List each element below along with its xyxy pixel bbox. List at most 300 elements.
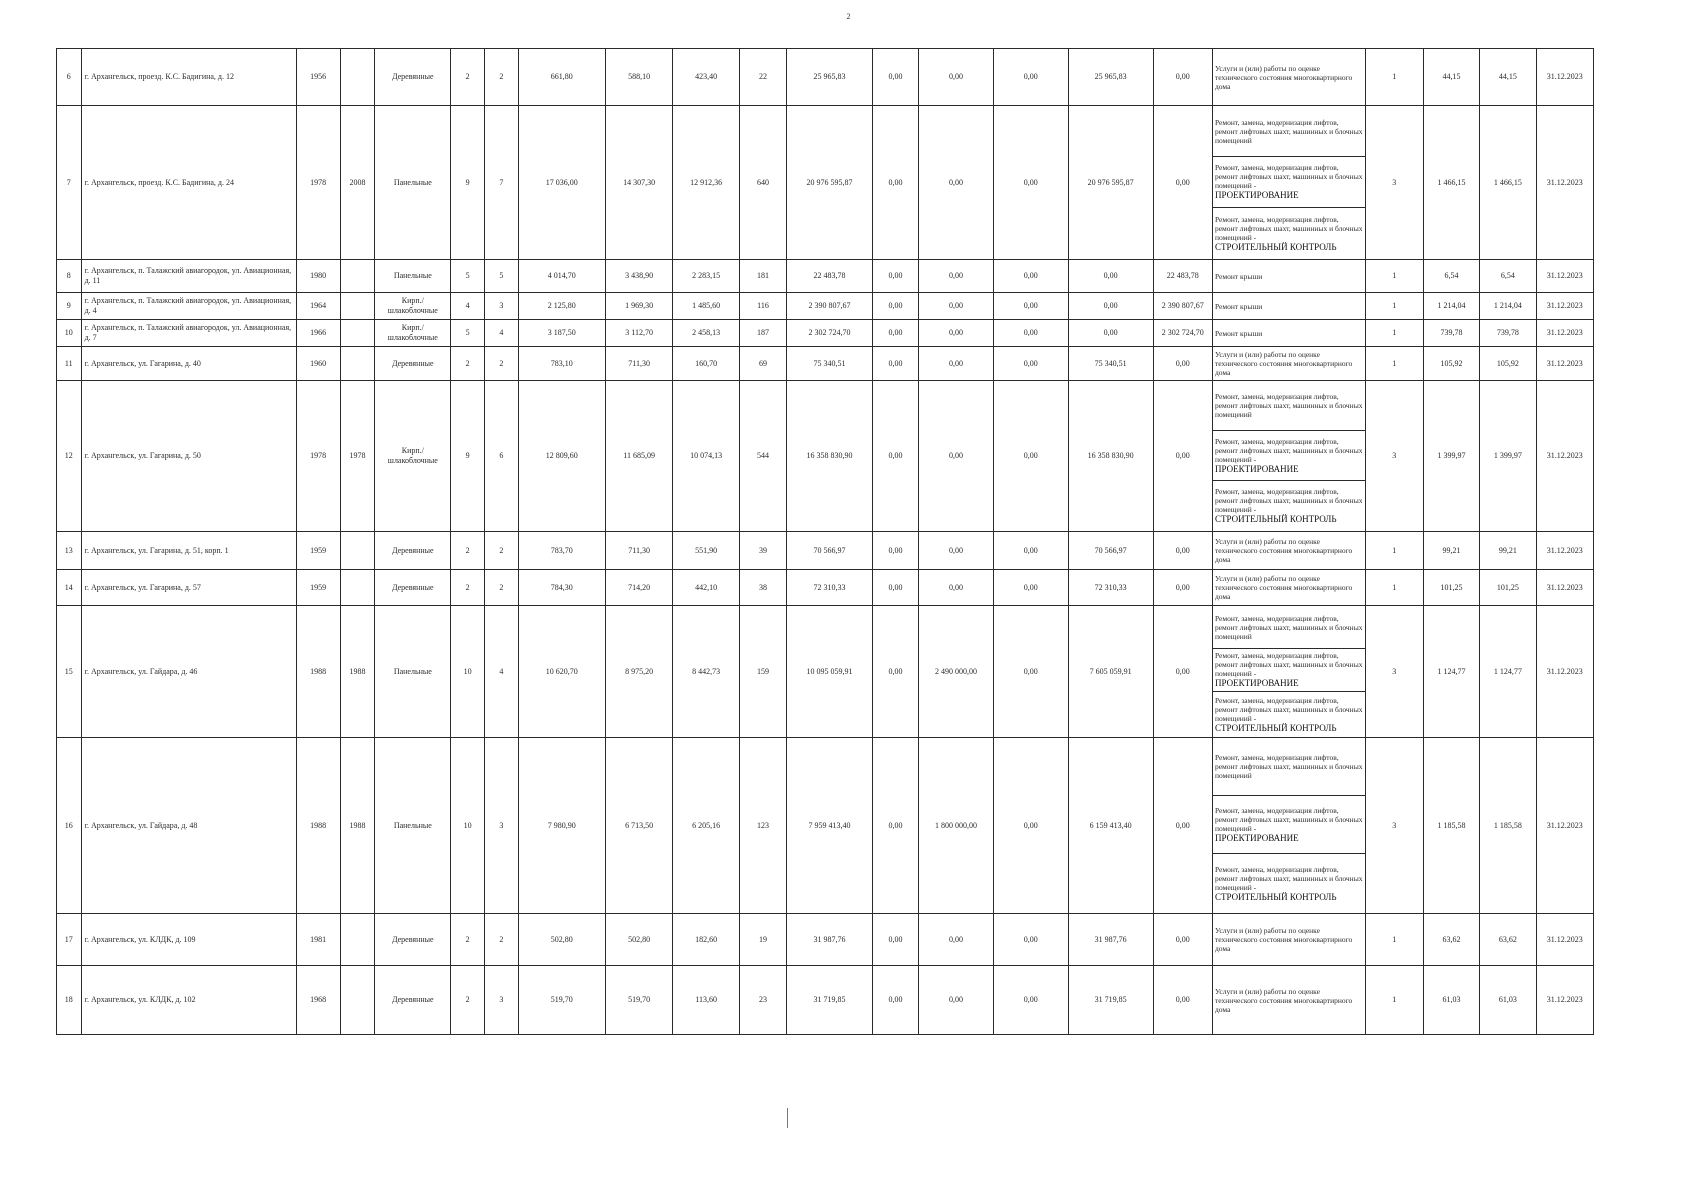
work-stage-label: СТРОИТЕЛЬНЫЙ КОНТРОЛЬ bbox=[1214, 241, 1337, 252]
work-type-part bbox=[1213, 157, 1365, 208]
row-number: 12 bbox=[57, 381, 82, 532]
year-renovation-cell: 2008 bbox=[340, 106, 375, 260]
max-unit-cost-cell: 101,25 bbox=[1480, 570, 1536, 606]
table-row bbox=[57, 49, 1594, 106]
unit-cost-cell: 1 466,15 bbox=[1423, 106, 1479, 260]
total-cost-cell: 10 095 059,91 bbox=[787, 606, 873, 738]
repair-program-table bbox=[56, 48, 1594, 1035]
work-type-text: Ремонт крыши bbox=[1214, 301, 1263, 311]
wall-material-cell: Деревянные bbox=[375, 49, 451, 106]
work-type-part bbox=[1213, 381, 1365, 431]
entrances-cell: 2 bbox=[484, 532, 518, 570]
municipal-funds-cell: 0,00 bbox=[993, 738, 1068, 914]
year-renovation-cell bbox=[340, 347, 375, 381]
total-cost-cell: 25 965,83 bbox=[787, 49, 873, 106]
table-row bbox=[57, 293, 1594, 320]
residents-cell: 22 bbox=[739, 49, 786, 106]
other-funds-cell: 0,00 bbox=[1153, 606, 1212, 738]
work-type-text: Услуги и (или) работы по оценке технического состояния многоквартирного дома bbox=[1214, 574, 1353, 601]
owned-area-cell: 10 074,13 bbox=[673, 381, 740, 532]
address-cell: г. Архангельск, ул. Гагарина, д. 57 bbox=[81, 570, 296, 606]
total-area-cell: 519,70 bbox=[518, 966, 605, 1035]
year-built-cell: 1988 bbox=[296, 738, 340, 914]
entrances-cell: 2 bbox=[484, 49, 518, 106]
unit-cost-cell: 1 214,04 bbox=[1423, 293, 1479, 320]
table-row bbox=[57, 320, 1594, 347]
year-renovation-cell: 1988 bbox=[340, 738, 375, 914]
deadline-cell: 31.12.2023 bbox=[1536, 381, 1593, 532]
wall-material-cell: Деревянные bbox=[375, 347, 451, 381]
total-cost-cell: 31 719,85 bbox=[787, 966, 873, 1035]
work-count-cell: 1 bbox=[1365, 966, 1423, 1035]
municipal-funds-cell: 0,00 bbox=[993, 320, 1068, 347]
work-type-part bbox=[1213, 481, 1365, 531]
deadline-cell: 31.12.2023 bbox=[1536, 966, 1593, 1035]
max-unit-cost-cell: 99,21 bbox=[1480, 532, 1536, 570]
total-area-cell: 4 014,70 bbox=[518, 260, 605, 293]
residents-cell: 640 bbox=[739, 106, 786, 260]
row-number: 16 bbox=[57, 738, 82, 914]
unit-cost-cell: 101,25 bbox=[1423, 570, 1479, 606]
work-type-text: Ремонт, замена, модернизация лифтов, ремонт лифтовых шахт, машинных и блочных помещений - bbox=[1214, 163, 1363, 190]
federal-funds-cell: 0,00 bbox=[873, 914, 919, 966]
work-type-part bbox=[1213, 692, 1365, 737]
wall-material-cell: Кирп./ шлакоблочные bbox=[375, 381, 451, 532]
work-type-text: Ремонт, замена, модернизация лифтов, ремонт лифтовых шахт, машинных и блочных помещений bbox=[1214, 117, 1363, 145]
deadline-cell: 31.12.2023 bbox=[1536, 570, 1593, 606]
work-count-cell: 3 bbox=[1365, 381, 1423, 532]
row-number: 9 bbox=[57, 293, 82, 320]
work-type-cell bbox=[1212, 49, 1365, 106]
total-cost-cell: 70 566,97 bbox=[787, 532, 873, 570]
owners-funds-cell: 0,00 bbox=[1068, 293, 1153, 320]
residents-cell: 181 bbox=[739, 260, 786, 293]
work-stage-label: СТРОИТЕЛЬНЫЙ КОНТРОЛЬ bbox=[1214, 722, 1337, 733]
year-built-cell: 1959 bbox=[296, 532, 340, 570]
entrances-cell: 4 bbox=[484, 320, 518, 347]
wall-material-cell: Панельные bbox=[375, 606, 451, 738]
table-row bbox=[57, 381, 1594, 532]
row-number: 7 bbox=[57, 106, 82, 260]
work-type-text: Услуги и (или) работы по оценке технического состояния многоквартирного дома bbox=[1214, 537, 1353, 564]
year-built-cell: 1978 bbox=[296, 106, 340, 260]
owned-area-cell: 6 205,16 bbox=[673, 738, 740, 914]
residents-cell: 187 bbox=[739, 320, 786, 347]
work-type-part bbox=[1213, 106, 1365, 157]
other-funds-cell: 0,00 bbox=[1153, 914, 1212, 966]
work-type-part bbox=[1213, 854, 1365, 913]
regional-funds-cell: 0,00 bbox=[919, 347, 994, 381]
address-cell: г. Архангельск, п. Талажский авиагородок, ул. Авиационная, д. 7 bbox=[81, 320, 296, 347]
work-stage-label: ПРОЕКТИРОВАНИЕ bbox=[1214, 832, 1299, 843]
owned-area-cell: 2 458,13 bbox=[673, 320, 740, 347]
work-stage-label: СТРОИТЕЛЬНЫЙ КОНТРОЛЬ bbox=[1214, 514, 1337, 524]
other-funds-cell: 0,00 bbox=[1153, 532, 1212, 570]
residential-area-cell: 3 438,90 bbox=[605, 260, 673, 293]
owners-funds-cell: 31 987,76 bbox=[1068, 914, 1153, 966]
municipal-funds-cell: 0,00 bbox=[993, 106, 1068, 260]
year-renovation-cell bbox=[340, 49, 375, 106]
work-type-text: Ремонт, замена, модернизация лифтов, ремонт лифтовых шахт, машинных и блочных помещений - bbox=[1214, 436, 1363, 464]
year-built-cell: 1959 bbox=[296, 570, 340, 606]
federal-funds-cell: 0,00 bbox=[873, 106, 919, 260]
work-type-cell bbox=[1212, 381, 1365, 532]
entrances-cell: 2 bbox=[484, 570, 518, 606]
total-cost-cell: 31 987,76 bbox=[787, 914, 873, 966]
max-unit-cost-cell: 1 466,15 bbox=[1480, 106, 1536, 260]
work-type-cell bbox=[1212, 106, 1365, 260]
work-stage-label: ПРОЕКТИРОВАНИЕ bbox=[1214, 678, 1299, 688]
row-number: 17 bbox=[57, 914, 82, 966]
work-count-cell: 1 bbox=[1365, 532, 1423, 570]
work-type-cell bbox=[1212, 320, 1365, 347]
regional-funds-cell: 0,00 bbox=[919, 293, 994, 320]
floors-cell: 10 bbox=[451, 738, 485, 914]
work-type-cell bbox=[1212, 606, 1365, 738]
row-number: 10 bbox=[57, 320, 82, 347]
year-built-cell: 1978 bbox=[296, 381, 340, 532]
deadline-cell: 31.12.2023 bbox=[1536, 106, 1593, 260]
table-row bbox=[57, 260, 1594, 293]
row-number: 14 bbox=[57, 570, 82, 606]
municipal-funds-cell: 0,00 bbox=[993, 260, 1068, 293]
max-unit-cost-cell: 1 399,97 bbox=[1480, 381, 1536, 532]
owned-area-cell: 12 912,36 bbox=[673, 106, 740, 260]
floors-cell: 2 bbox=[451, 570, 485, 606]
work-count-cell: 1 bbox=[1365, 260, 1423, 293]
work-type-text: Ремонт крыши bbox=[1214, 271, 1263, 281]
municipal-funds-cell: 0,00 bbox=[993, 293, 1068, 320]
work-count-cell: 1 bbox=[1365, 320, 1423, 347]
year-built-cell: 1956 bbox=[296, 49, 340, 106]
entrances-cell: 6 bbox=[484, 381, 518, 532]
row-number: 6 bbox=[57, 49, 82, 106]
residents-cell: 38 bbox=[739, 570, 786, 606]
work-type-cell bbox=[1212, 532, 1365, 570]
residents-cell: 116 bbox=[739, 293, 786, 320]
row-number: 15 bbox=[57, 606, 82, 738]
owned-area-cell: 551,90 bbox=[673, 532, 740, 570]
residential-area-cell: 711,30 bbox=[605, 347, 673, 381]
work-count-cell: 3 bbox=[1365, 738, 1423, 914]
max-unit-cost-cell: 63,62 bbox=[1480, 914, 1536, 966]
row-number: 18 bbox=[57, 966, 82, 1035]
work-type-text: Услуги и (или) работы по оценке технического состояния многоквартирного дома bbox=[1214, 926, 1353, 953]
max-unit-cost-cell: 105,92 bbox=[1480, 347, 1536, 381]
total-cost-cell: 20 976 595,87 bbox=[787, 106, 873, 260]
address-cell: г. Архангельск, проезд. К.С. Бадигина, д. 24 bbox=[81, 106, 296, 260]
wall-material-cell: Панельные bbox=[375, 738, 451, 914]
other-funds-cell: 2 390 807,67 bbox=[1153, 293, 1212, 320]
unit-cost-cell: 63,62 bbox=[1423, 914, 1479, 966]
residents-cell: 159 bbox=[739, 606, 786, 738]
deadline-cell: 31.12.2023 bbox=[1536, 914, 1593, 966]
other-funds-cell: 0,00 bbox=[1153, 381, 1212, 532]
work-type-text: Ремонт, замена, модернизация лифтов, ремонт лифтовых шахт, машинных и блочных помещений - bbox=[1214, 214, 1363, 242]
municipal-funds-cell: 0,00 bbox=[993, 49, 1068, 106]
deadline-cell: 31.12.2023 bbox=[1536, 320, 1593, 347]
floors-cell: 2 bbox=[451, 347, 485, 381]
federal-funds-cell: 0,00 bbox=[873, 381, 919, 532]
work-type-part bbox=[1213, 796, 1365, 854]
regional-funds-cell: 0,00 bbox=[919, 532, 994, 570]
work-type-cell bbox=[1212, 966, 1365, 1035]
floors-cell: 2 bbox=[451, 532, 485, 570]
row-number: 13 bbox=[57, 532, 82, 570]
unit-cost-cell: 739,78 bbox=[1423, 320, 1479, 347]
wall-material-cell: Деревянные bbox=[375, 914, 451, 966]
work-type-text: Ремонт, замена, модернизация лифтов, ремонт лифтовых шахт, машинных и блочных помещений - bbox=[1214, 695, 1363, 723]
work-type-text: Ремонт, замена, модернизация лифтов, ремонт лифтовых шахт, машинных и блочных помещений bbox=[1214, 753, 1363, 780]
residential-area-cell: 714,20 bbox=[605, 570, 673, 606]
unit-cost-cell: 61,03 bbox=[1423, 966, 1479, 1035]
unit-cost-cell: 6,54 bbox=[1423, 260, 1479, 293]
other-funds-cell: 0,00 bbox=[1153, 738, 1212, 914]
deadline-cell: 31.12.2023 bbox=[1536, 532, 1593, 570]
table-row bbox=[57, 606, 1594, 738]
max-unit-cost-cell: 44,15 bbox=[1480, 49, 1536, 106]
scan-artifact-line bbox=[787, 1108, 788, 1128]
other-funds-cell: 0,00 bbox=[1153, 347, 1212, 381]
regional-funds-cell: 0,00 bbox=[919, 381, 994, 532]
total-cost-cell: 7 959 413,40 bbox=[787, 738, 873, 914]
unit-cost-cell: 1 399,97 bbox=[1423, 381, 1479, 532]
owned-area-cell: 8 442,73 bbox=[673, 606, 740, 738]
max-unit-cost-cell: 1 214,04 bbox=[1480, 293, 1536, 320]
total-cost-cell: 22 483,78 bbox=[787, 260, 873, 293]
other-funds-cell: 22 483,78 bbox=[1153, 260, 1212, 293]
year-built-cell: 1980 bbox=[296, 260, 340, 293]
owned-area-cell: 160,70 bbox=[673, 347, 740, 381]
table-row bbox=[57, 966, 1594, 1035]
work-type-text: Ремонт, замена, модернизация лифтов, ремонт лифтовых шахт, машинных и блочных помещений - bbox=[1214, 651, 1363, 678]
owners-funds-cell: 20 976 595,87 bbox=[1068, 106, 1153, 260]
deadline-cell: 31.12.2023 bbox=[1536, 293, 1593, 320]
owners-funds-cell: 7 605 059,91 bbox=[1068, 606, 1153, 738]
federal-funds-cell: 0,00 bbox=[873, 347, 919, 381]
year-renovation-cell bbox=[340, 320, 375, 347]
work-type-text: Ремонт, замена, модернизация лифтов, ремонт лифтовых шахт, машинных и блочных помещений bbox=[1214, 392, 1363, 419]
max-unit-cost-cell: 739,78 bbox=[1480, 320, 1536, 347]
address-cell: г. Архангельск, ул. Гайдара, д. 46 bbox=[81, 606, 296, 738]
residential-area-cell: 502,80 bbox=[605, 914, 673, 966]
total-area-cell: 661,80 bbox=[518, 49, 605, 106]
table-row bbox=[57, 738, 1594, 914]
table-row bbox=[57, 570, 1594, 606]
deadline-cell: 31.12.2023 bbox=[1536, 738, 1593, 914]
owned-area-cell: 442,10 bbox=[673, 570, 740, 606]
total-area-cell: 3 187,50 bbox=[518, 320, 605, 347]
municipal-funds-cell: 0,00 bbox=[993, 347, 1068, 381]
residential-area-cell: 1 969,30 bbox=[605, 293, 673, 320]
total-cost-cell: 16 358 830,90 bbox=[787, 381, 873, 532]
other-funds-cell: 0,00 bbox=[1153, 570, 1212, 606]
owners-funds-cell: 0,00 bbox=[1068, 320, 1153, 347]
owned-area-cell: 182,60 bbox=[673, 914, 740, 966]
total-area-cell: 783,10 bbox=[518, 347, 605, 381]
deadline-cell: 31.12.2023 bbox=[1536, 606, 1593, 738]
page-number: 2 bbox=[846, 12, 851, 21]
work-count-cell: 3 bbox=[1365, 106, 1423, 260]
work-type-text: Ремонт, замена, модернизация лифтов, ремонт лифтовых шахт, машинных и блочных помещений bbox=[1214, 613, 1363, 641]
unit-cost-cell: 105,92 bbox=[1423, 347, 1479, 381]
year-renovation-cell bbox=[340, 293, 375, 320]
address-cell: г. Архангельск, ул. КЛДК, д. 102 bbox=[81, 966, 296, 1035]
work-count-cell: 1 bbox=[1365, 347, 1423, 381]
other-funds-cell: 0,00 bbox=[1153, 966, 1212, 1035]
floors-cell: 2 bbox=[451, 966, 485, 1035]
floors-cell: 2 bbox=[451, 914, 485, 966]
deadline-cell: 31.12.2023 bbox=[1536, 260, 1593, 293]
residents-cell: 19 bbox=[739, 914, 786, 966]
owned-area-cell: 2 283,15 bbox=[673, 260, 740, 293]
year-built-cell: 1981 bbox=[296, 914, 340, 966]
wall-material-cell: Деревянные bbox=[375, 966, 451, 1035]
residents-cell: 123 bbox=[739, 738, 786, 914]
unit-cost-cell: 44,15 bbox=[1423, 49, 1479, 106]
municipal-funds-cell: 0,00 bbox=[993, 606, 1068, 738]
entrances-cell: 4 bbox=[484, 606, 518, 738]
residential-area-cell: 588,10 bbox=[605, 49, 673, 106]
federal-funds-cell: 0,00 bbox=[873, 966, 919, 1035]
year-renovation-cell bbox=[340, 570, 375, 606]
regional-funds-cell: 0,00 bbox=[919, 49, 994, 106]
address-cell: г. Архангельск, проезд. К.С. Бадигина, д. 12 bbox=[81, 49, 296, 106]
work-type-text: Ремонт, замена, модернизация лифтов, ремонт лифтовых шахт, машинных и блочных помещений - bbox=[1214, 864, 1363, 892]
year-renovation-cell bbox=[340, 966, 375, 1035]
total-area-cell: 784,30 bbox=[518, 570, 605, 606]
floors-cell: 2 bbox=[451, 49, 485, 106]
wall-material-cell: Панельные bbox=[375, 106, 451, 260]
address-cell: г. Архангельск, ул. Гагарина, д. 50 bbox=[81, 381, 296, 532]
work-count-cell: 3 bbox=[1365, 606, 1423, 738]
owners-funds-cell: 75 340,51 bbox=[1068, 347, 1153, 381]
federal-funds-cell: 0,00 bbox=[873, 570, 919, 606]
year-renovation-cell: 1978 bbox=[340, 381, 375, 532]
work-type-text: Услуги и (или) работы по оценке технического состояния многоквартирного дома bbox=[1214, 986, 1353, 1014]
deadline-cell: 31.12.2023 bbox=[1536, 347, 1593, 381]
entrances-cell: 5 bbox=[484, 260, 518, 293]
work-count-cell: 1 bbox=[1365, 49, 1423, 106]
regional-funds-cell: 0,00 bbox=[919, 966, 994, 1035]
owned-area-cell: 423,40 bbox=[673, 49, 740, 106]
work-type-part bbox=[1213, 649, 1365, 692]
residential-area-cell: 6 713,50 bbox=[605, 738, 673, 914]
federal-funds-cell: 0,00 bbox=[873, 738, 919, 914]
residential-area-cell: 11 685,09 bbox=[605, 381, 673, 532]
total-area-cell: 10 620,70 bbox=[518, 606, 605, 738]
year-built-cell: 1964 bbox=[296, 293, 340, 320]
other-funds-cell: 2 302 724,70 bbox=[1153, 320, 1212, 347]
total-area-cell: 17 036,00 bbox=[518, 106, 605, 260]
municipal-funds-cell: 0,00 bbox=[993, 532, 1068, 570]
wall-material-cell: Деревянные bbox=[375, 570, 451, 606]
address-cell: г. Архангельск, ул. Гайдара, д. 48 bbox=[81, 738, 296, 914]
work-type-text: Услуги и (или) работы по оценке технического состояния многоквартирного дома bbox=[1214, 63, 1353, 91]
federal-funds-cell: 0,00 bbox=[873, 293, 919, 320]
work-stage-label: ПРОЕКТИРОВАНИЕ bbox=[1214, 463, 1299, 474]
work-count-cell: 1 bbox=[1365, 914, 1423, 966]
work-type-text: Услуги и (или) работы по оценке технического состояния многоквартирного дома bbox=[1214, 350, 1353, 377]
entrances-cell: 3 bbox=[484, 738, 518, 914]
municipal-funds-cell: 0,00 bbox=[993, 570, 1068, 606]
floors-cell: 4 bbox=[451, 293, 485, 320]
municipal-funds-cell: 0,00 bbox=[993, 914, 1068, 966]
regional-funds-cell: 0,00 bbox=[919, 914, 994, 966]
other-funds-cell: 0,00 bbox=[1153, 106, 1212, 260]
owned-area-cell: 113,60 bbox=[673, 966, 740, 1035]
residential-area-cell: 519,70 bbox=[605, 966, 673, 1035]
table-row bbox=[57, 347, 1594, 381]
owners-funds-cell: 72 310,33 bbox=[1068, 570, 1153, 606]
work-type-part bbox=[1213, 606, 1365, 649]
residents-cell: 39 bbox=[739, 532, 786, 570]
work-type-part bbox=[1213, 431, 1365, 481]
floors-cell: 5 bbox=[451, 320, 485, 347]
work-count-cell: 1 bbox=[1365, 293, 1423, 320]
total-cost-cell: 72 310,33 bbox=[787, 570, 873, 606]
residential-area-cell: 711,30 bbox=[605, 532, 673, 570]
table-row bbox=[57, 914, 1594, 966]
floors-cell: 9 bbox=[451, 381, 485, 532]
owners-funds-cell: 31 719,85 bbox=[1068, 966, 1153, 1035]
residential-area-cell: 14 307,30 bbox=[605, 106, 673, 260]
entrances-cell: 2 bbox=[484, 347, 518, 381]
federal-funds-cell: 0,00 bbox=[873, 320, 919, 347]
work-type-cell bbox=[1212, 914, 1365, 966]
total-cost-cell: 75 340,51 bbox=[787, 347, 873, 381]
row-number: 8 bbox=[57, 260, 82, 293]
max-unit-cost-cell: 1 124,77 bbox=[1480, 606, 1536, 738]
wall-material-cell: Кирп./ шлакоблочные bbox=[375, 320, 451, 347]
year-built-cell: 1960 bbox=[296, 347, 340, 381]
wall-material-cell: Кирп./ шлакоблочные bbox=[375, 293, 451, 320]
year-built-cell: 1968 bbox=[296, 966, 340, 1035]
year-built-cell: 1966 bbox=[296, 320, 340, 347]
federal-funds-cell: 0,00 bbox=[873, 606, 919, 738]
work-type-text: Ремонт, замена, модернизация лифтов, ремонт лифтовых шахт, машинных и блочных помещений - bbox=[1214, 487, 1363, 514]
total-cost-cell: 2 302 724,70 bbox=[787, 320, 873, 347]
municipal-funds-cell: 0,00 bbox=[993, 381, 1068, 532]
work-stage-label: СТРОИТЕЛЬНЫЙ КОНТРОЛЬ bbox=[1214, 891, 1337, 902]
other-funds-cell: 0,00 bbox=[1153, 49, 1212, 106]
max-unit-cost-cell: 61,03 bbox=[1480, 966, 1536, 1035]
year-renovation-cell bbox=[340, 914, 375, 966]
unit-cost-cell: 1 185,58 bbox=[1423, 738, 1479, 914]
unit-cost-cell: 99,21 bbox=[1423, 532, 1479, 570]
total-cost-cell: 2 390 807,67 bbox=[787, 293, 873, 320]
regional-funds-cell: 1 800 000,00 bbox=[919, 738, 994, 914]
max-unit-cost-cell: 6,54 bbox=[1480, 260, 1536, 293]
owned-area-cell: 1 485,60 bbox=[673, 293, 740, 320]
entrances-cell: 3 bbox=[484, 966, 518, 1035]
floors-cell: 10 bbox=[451, 606, 485, 738]
work-type-text: Ремонт крыши bbox=[1214, 328, 1263, 338]
work-type-cell bbox=[1212, 738, 1365, 914]
address-cell: г. Архангельск, ул. Гагарина, д. 40 bbox=[81, 347, 296, 381]
owners-funds-cell: 70 566,97 bbox=[1068, 532, 1153, 570]
owners-funds-cell: 0,00 bbox=[1068, 260, 1153, 293]
work-type-part bbox=[1213, 208, 1365, 259]
regional-funds-cell: 2 490 000,00 bbox=[919, 606, 994, 738]
regional-funds-cell: 0,00 bbox=[919, 106, 994, 260]
table-row bbox=[57, 532, 1594, 570]
floors-cell: 9 bbox=[451, 106, 485, 260]
unit-cost-cell: 1 124,77 bbox=[1423, 606, 1479, 738]
residents-cell: 544 bbox=[739, 381, 786, 532]
municipal-funds-cell: 0,00 bbox=[993, 966, 1068, 1035]
work-type-text: Ремонт, замена, модернизация лифтов, ремонт лифтовых шахт, машинных и блочных помещений - bbox=[1214, 805, 1363, 833]
